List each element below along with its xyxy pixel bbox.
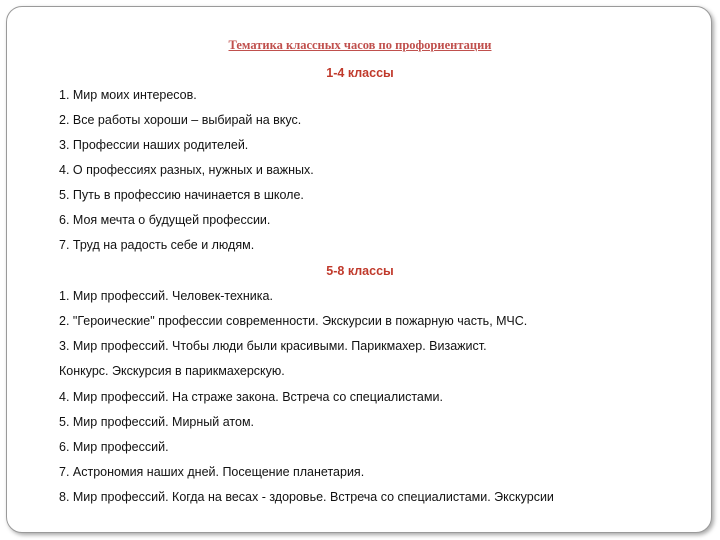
list-item: 7. Труд на радость себе и людям. xyxy=(59,238,255,252)
list-item: 1. Мир моих интересов. xyxy=(59,88,197,102)
list-item: 8. Мир профессий. Когда на весах - здоровье. Встреча со специалистами. Экскурсии xyxy=(59,490,554,504)
list-item: 6. Мир профессий. xyxy=(59,440,169,454)
list-item: 1. Мир профессий. Человек-техника. xyxy=(59,289,273,303)
document-title: Тематика классных часов по профориентации xyxy=(228,38,492,52)
list-item: 3. Мир профессий. Чтобы люди были красивыми. Парикмахер. Визажист. xyxy=(59,339,487,353)
list-item: 4. О профессиях разных, нужных и важных. xyxy=(59,163,314,177)
section-heading-1-4: 1-4 классы xyxy=(326,66,394,80)
list-item: 6. Моя мечта о будущей профессии. xyxy=(59,213,271,227)
list-item: 2. "Героические" профессии современности. Экскурсии в пожарную часть, МЧС. xyxy=(59,314,528,328)
list-item: 7. Астрономия наших дней. Посещение планетария. xyxy=(59,465,365,479)
list-item: 4. Мир профессий. На страже закона. Встреча со специалистами. xyxy=(59,390,443,404)
list-item-continuation: Конкурс. Экскурсия в парикмахерскую. xyxy=(59,364,285,378)
list-item: 5. Мир профессий. Мирный атом. xyxy=(59,415,255,429)
list-item: 2. Все работы хороши – выбирай на вкус. xyxy=(59,113,302,127)
list-item: 3. Профессии наших родителей. xyxy=(59,138,249,152)
section-heading-5-8: 5-8 классы xyxy=(326,264,394,278)
list-item: 5. Путь в профессию начинается в школе. xyxy=(59,188,304,202)
